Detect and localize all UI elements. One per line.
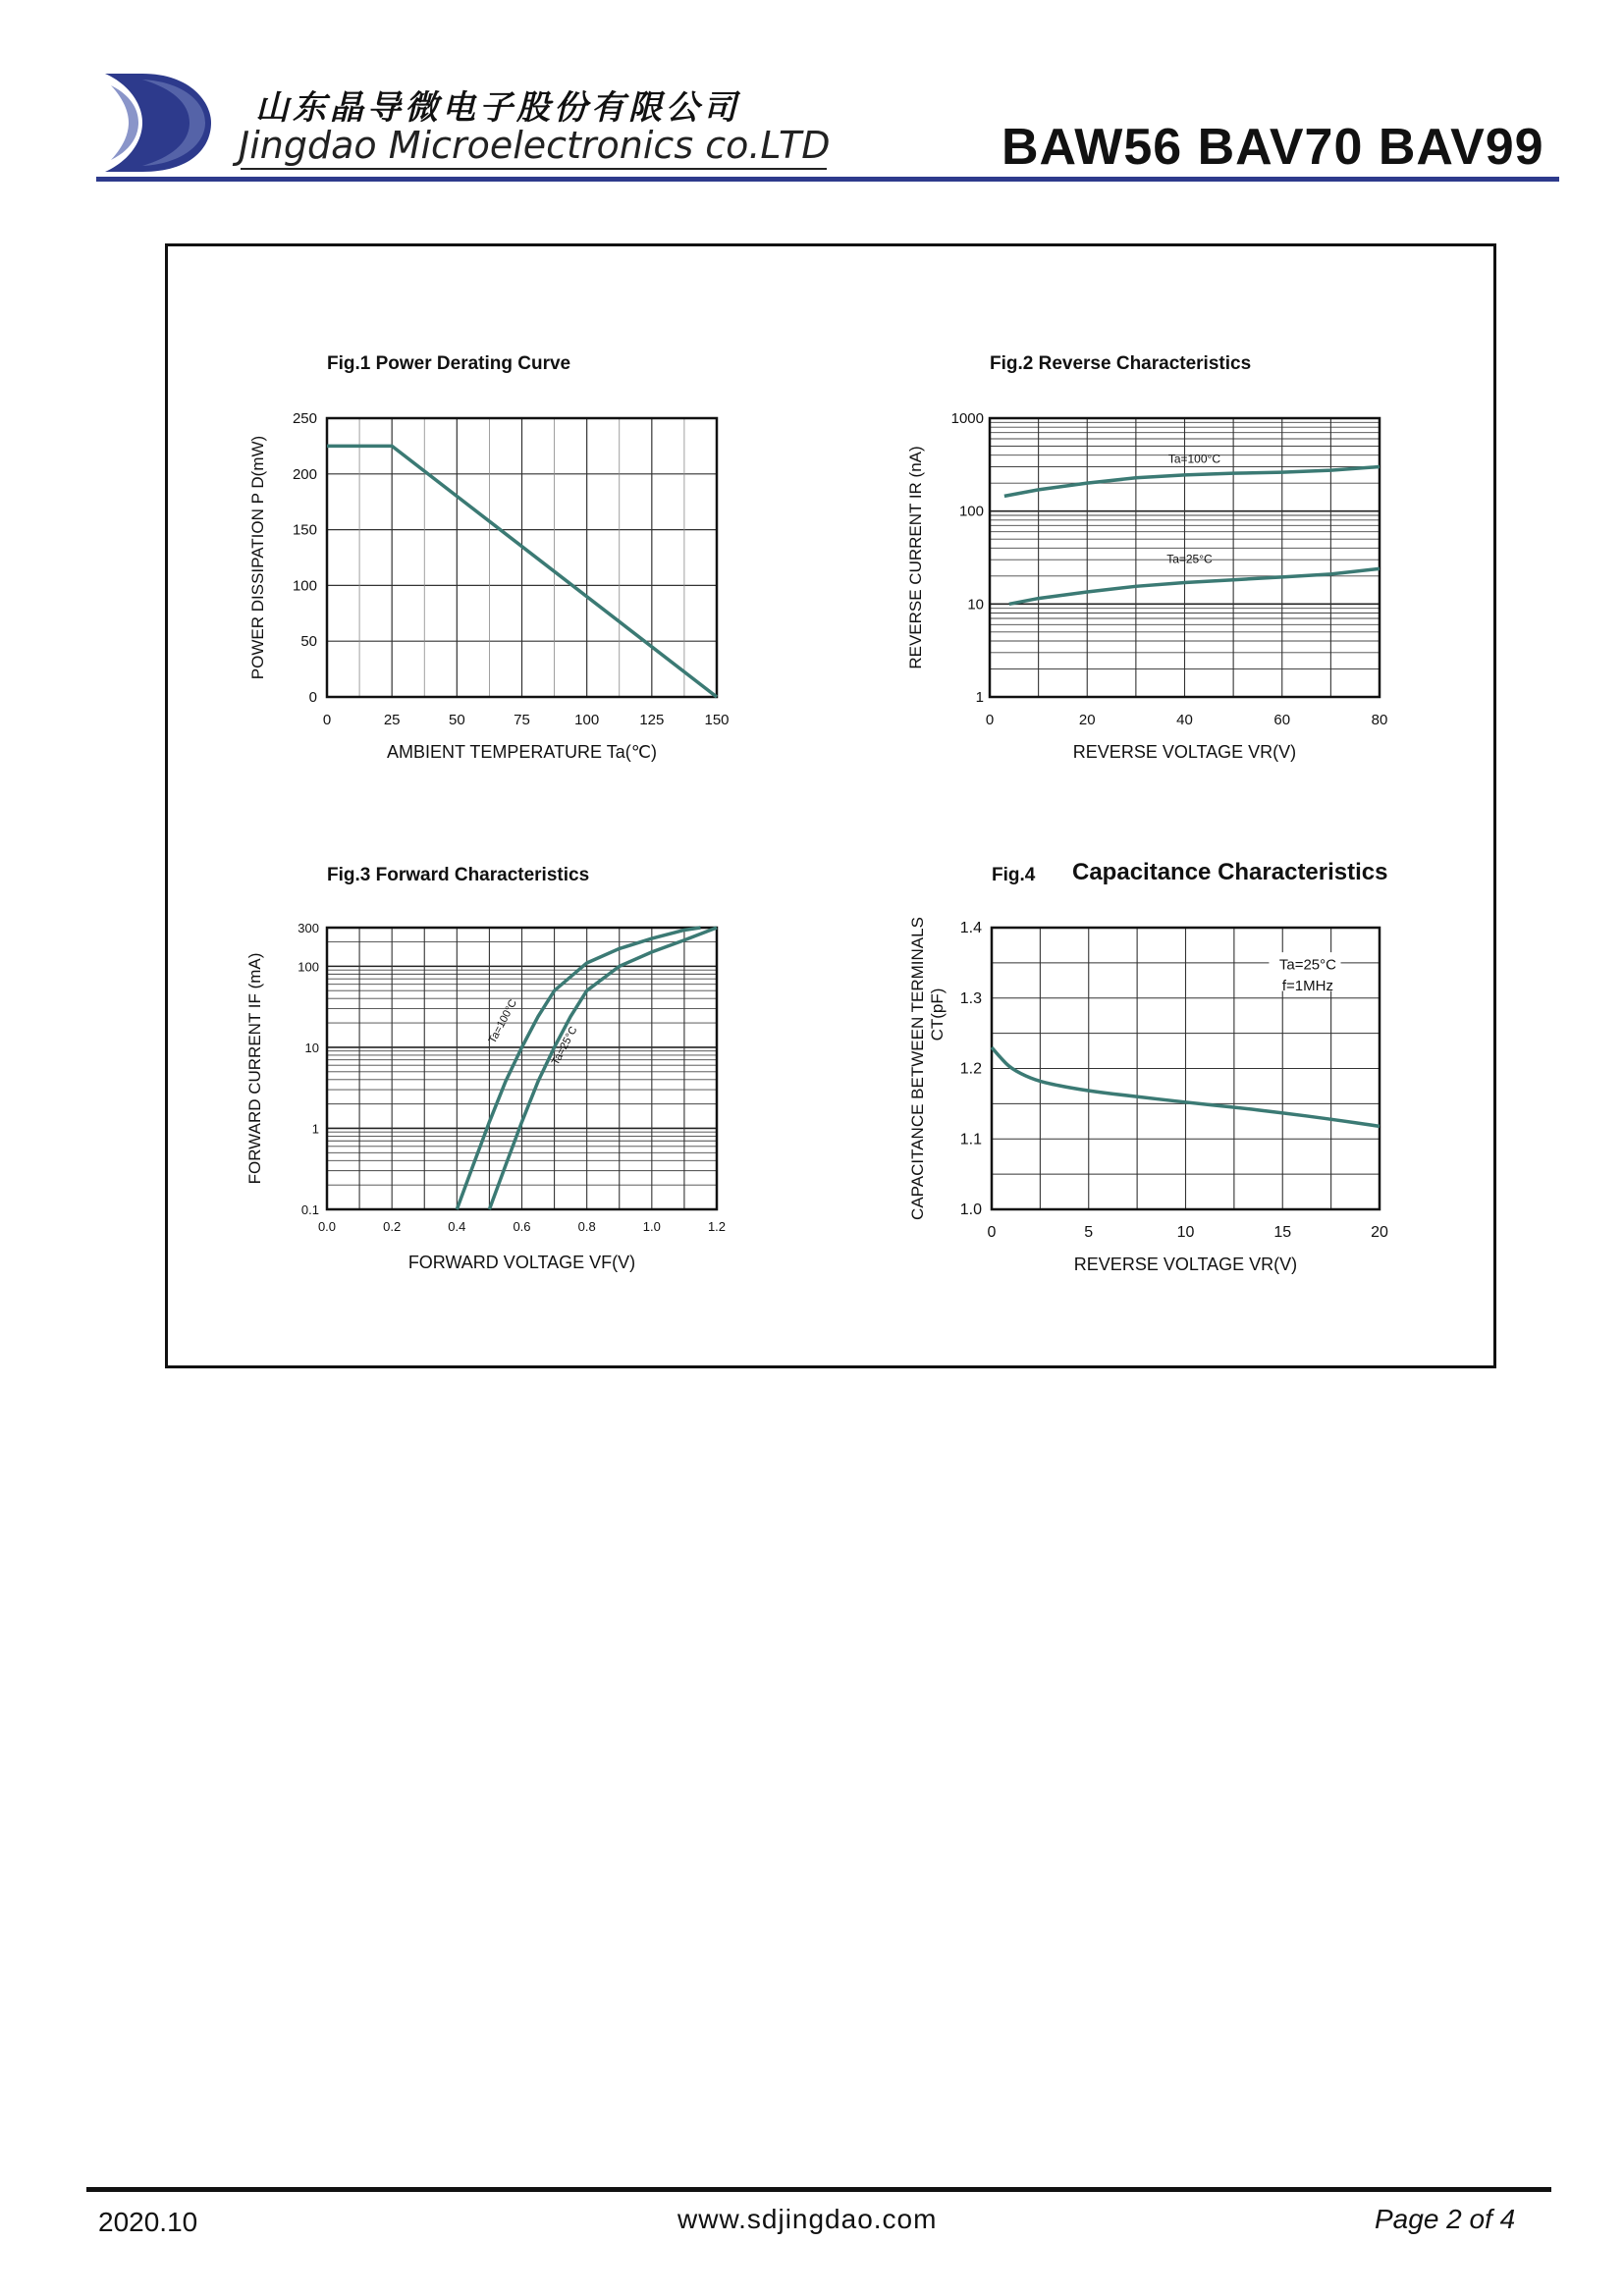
fig3-x-tick-label: 0.0 [317, 1219, 337, 1234]
fig2-x-tick-label: 80 [1371, 712, 1388, 728]
fig1-y-tick-label: 150 [292, 521, 317, 539]
fig3-x-tick-label: 1.2 [707, 1219, 727, 1234]
fig4-legend-freq: f=1MHz [1281, 978, 1333, 995]
fig3-x-tick-label: 0.2 [383, 1219, 402, 1234]
fig1-y-tick-label: 50 [300, 633, 317, 651]
fig3-y-tick-label: 300 [298, 921, 319, 935]
fig4-x-tick-label: 20 [1371, 1224, 1388, 1241]
fig2-y-axis-label: REVERSE CURRENT IR (nA) [906, 446, 925, 669]
fig3-x-tick-label: 1.0 [642, 1219, 661, 1234]
fig2-y-tick-label: 1 [975, 689, 984, 706]
footer-page-number: Page 2 of 4 [1375, 2204, 1516, 2234]
fig2-x-tick-label: 0 [985, 712, 995, 728]
fig1-x-tick-label: 0 [322, 712, 332, 728]
footer-date: 2020.10 [98, 2207, 198, 2237]
fig4-x-tick-label: 15 [1273, 1224, 1292, 1241]
fig2-title: Fig.2 Reverse Characteristics [990, 353, 1252, 374]
fig1-x-tick-label: 50 [448, 712, 465, 728]
fig2-x-tick-label: 60 [1273, 712, 1291, 728]
fig4-title: Capacitance Characteristics [1072, 859, 1388, 885]
company-name-cn: 山东晶导微电子股份有限公司 [255, 88, 740, 128]
fig1-y-tick-label: 0 [308, 689, 317, 706]
fig3-annotation-25c: Ta=25°C [549, 1024, 580, 1068]
fig3-y-tick-label: 1 [311, 1121, 319, 1137]
fig4-x-tick-label: 10 [1176, 1224, 1195, 1241]
fig2-annotation-100c: Ta=100°C [1167, 452, 1221, 466]
fig4-x-tick-label: 5 [1084, 1224, 1094, 1241]
fig4-y-tick-label: 1.3 [959, 989, 982, 1007]
fig1-x-tick-label: 125 [639, 712, 665, 728]
fig4-x-tick-label: 0 [987, 1224, 997, 1241]
fig4-y-axis-label-line2: CT(pF) [928, 988, 947, 1041]
fig2-y-tick-label: 1000 [950, 410, 984, 427]
fig1-title: Fig.1 Power Derating Curve [327, 353, 571, 374]
fig1-y-tick-label: 100 [292, 577, 317, 595]
fig3-y-axis-label: FORWARD CURRENT IF (mA) [245, 952, 264, 1185]
fig2-x-tick-label: 40 [1176, 712, 1193, 728]
fig3-y-tick-label: 0.1 [300, 1202, 319, 1217]
fig1-x-tick-label: 75 [514, 712, 530, 728]
fig1-x-tick-label: 150 [704, 712, 730, 728]
fig4-y-tick-label: 1.4 [959, 920, 982, 936]
fig2-series-line-1 [1009, 568, 1380, 604]
fig2-series-line-0 [1004, 466, 1380, 496]
fig1-y-tick-label: 250 [292, 410, 317, 427]
fig3-x-tick-label: 0.6 [513, 1219, 531, 1234]
fig1-x-tick-label: 100 [574, 712, 600, 728]
fig4-title-prefix: Fig.4 [992, 865, 1036, 885]
fig1-y-axis-label: POWER DISSIPATION P D(mW) [248, 435, 267, 680]
fig3-y-tick-label: 100 [298, 959, 319, 975]
fig4-y-tick-label: 1.0 [959, 1201, 982, 1218]
model-title: BAW56 BAV70 BAV99 [1001, 119, 1544, 176]
fig3-y-tick-label: 10 [304, 1040, 319, 1055]
fig4-y-tick-label: 1.2 [959, 1060, 982, 1078]
fig2-y-tick-label: 100 [958, 503, 984, 520]
fig2-x-axis-label: REVERSE VOLTAGE VR(V) [1072, 742, 1297, 762]
fig2-annotation-25c: Ta=25°C [1166, 552, 1213, 566]
company-name-en: Jingdao Microelectronics co.LTD [239, 124, 831, 167]
fig4-y-tick-label: 1.1 [959, 1131, 982, 1148]
fig4-x-axis-label: REVERSE VOLTAGE VR(V) [1073, 1255, 1298, 1274]
fig4-y-axis-label-line1: CAPACITANCE BETWEEN TERMINALS [908, 917, 927, 1220]
footer-rule [86, 2187, 1551, 2192]
fig1-y-tick-label: 200 [292, 465, 317, 483]
footer-url[interactable]: www.sdjingdao.com [677, 2204, 938, 2234]
fig4-legend-temp: Ta=25°C [1278, 956, 1336, 974]
fig3-title: Fig.3 Forward Characteristics [327, 865, 590, 885]
fig2-y-tick-label: 10 [967, 596, 984, 614]
fig3-x-axis-label: FORWARD VOLTAGE VF(V) [407, 1253, 636, 1272]
fig3-annotation-100c: Ta=100°C [486, 997, 520, 1046]
fig3-x-tick-label: 0.8 [577, 1219, 596, 1234]
fig2-x-tick-label: 20 [1078, 712, 1096, 728]
fig1-x-axis-label: AMBIENT TEMPERATURE Ta(℃) [387, 742, 657, 762]
fig1-x-tick-label: 25 [383, 712, 401, 728]
fig3-x-tick-label: 0.4 [448, 1219, 466, 1234]
